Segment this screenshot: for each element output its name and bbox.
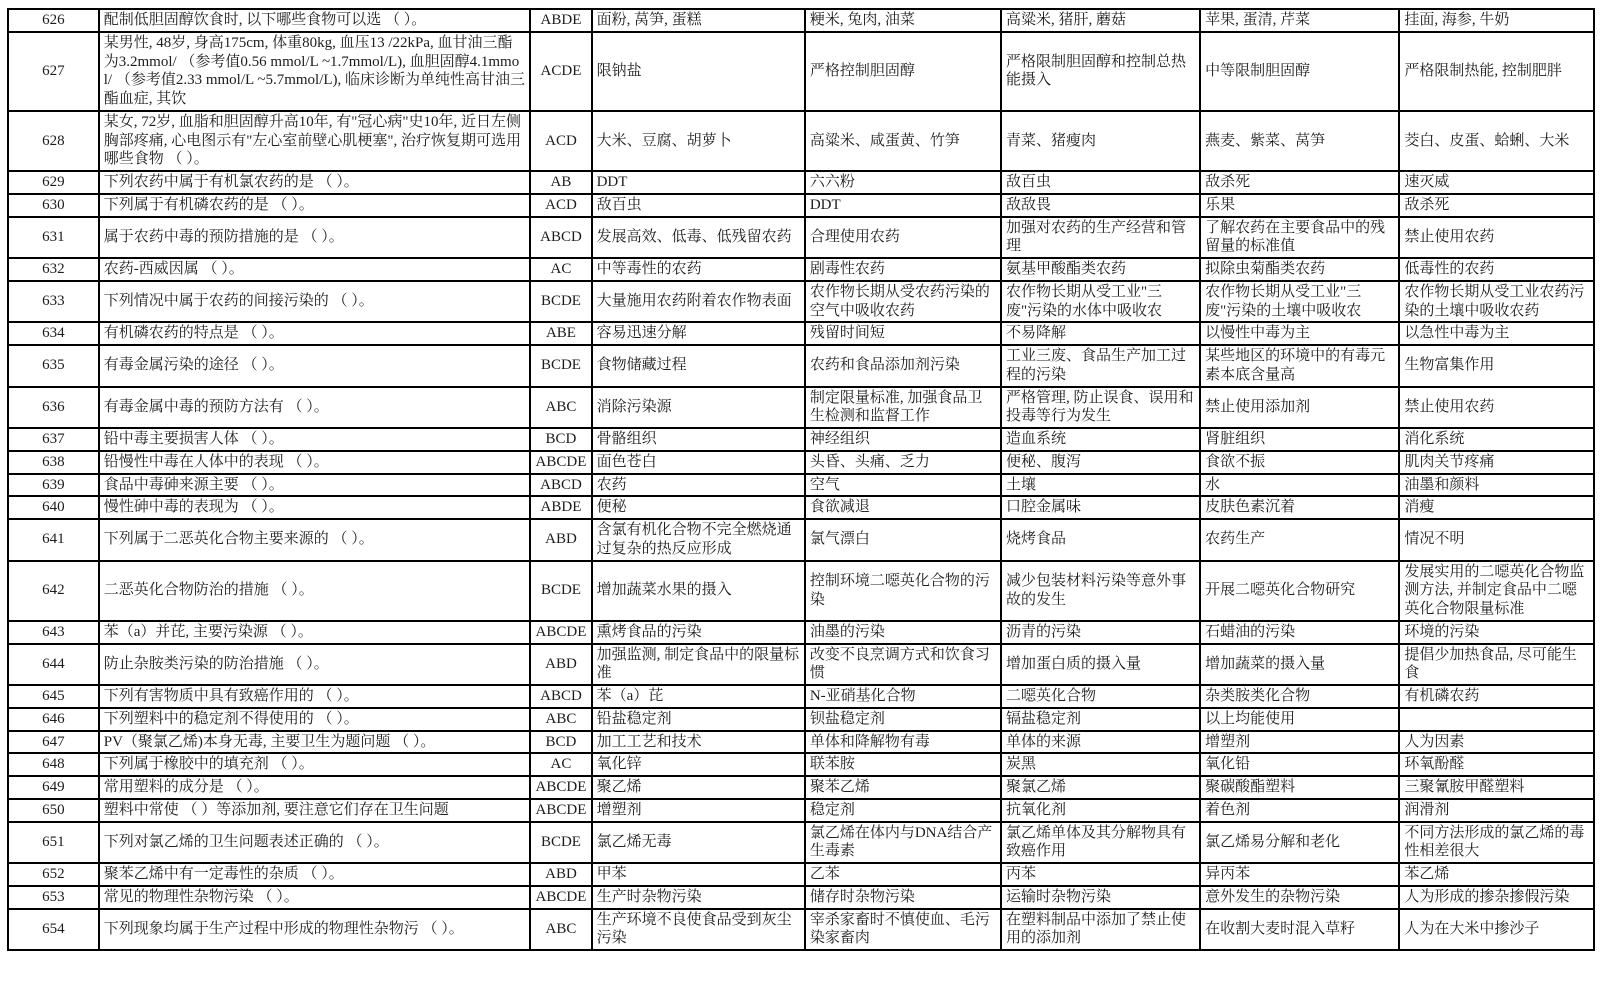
option-c: 便秘、腹泻 <box>1001 451 1200 474</box>
option-e: 人为形成的掺杂掺假污染 <box>1399 886 1594 909</box>
option-b: 粳米, 兔肉, 油菜 <box>805 9 1001 32</box>
question-text: 有毒金属中毒的预防方法有 （ ）。 <box>99 387 531 429</box>
answer-key: ABCDE <box>530 451 591 474</box>
option-a: 面粉, 莴笋, 蛋糕 <box>592 9 805 32</box>
option-a: 氧化锌 <box>592 753 805 776</box>
answer-key: ABCD <box>530 217 591 259</box>
option-c: 土壤 <box>1001 474 1200 497</box>
question-text: 食品中毒砷来源主要 （ ）。 <box>99 474 531 497</box>
question-number: 652 <box>8 863 99 886</box>
option-a: 生产时杂物污染 <box>592 886 805 909</box>
option-c: 聚氯乙烯 <box>1001 776 1200 799</box>
question-number: 648 <box>8 753 99 776</box>
option-b: 剧毒性农药 <box>805 258 1001 281</box>
option-e: 速灭威 <box>1399 171 1594 194</box>
answer-key: BCDE <box>530 281 591 323</box>
question-number: 650 <box>8 799 99 822</box>
question-text: 下列有害物质中具有致癌作用的 （ ）。 <box>99 685 531 708</box>
answer-key: ABCDE <box>530 621 591 644</box>
answer-key: BCD <box>530 428 591 451</box>
option-e: 环境的污染 <box>1399 621 1594 644</box>
option-d: 苹果, 蛋清, 芹菜 <box>1200 9 1399 32</box>
option-b: 单体和降解物有毒 <box>805 731 1001 754</box>
option-a: 聚乙烯 <box>592 776 805 799</box>
question-number: 629 <box>8 171 99 194</box>
answer-key: ABCDE <box>530 886 591 909</box>
option-a: 大米、豆腐、胡萝卜 <box>592 111 805 171</box>
option-e: 农作物长期从受工业农药污染的土壤中吸收农药 <box>1399 281 1594 323</box>
option-b: 储存时杂物污染 <box>805 886 1001 909</box>
question-number: 632 <box>8 258 99 281</box>
option-b: N-亚硝基化合物 <box>805 685 1001 708</box>
option-c: 工业三废、食品生产加工过程的污染 <box>1001 345 1200 387</box>
question-number: 643 <box>8 621 99 644</box>
option-e: 发展实用的二噁英化合物监测方法, 并制定食品中二噁英化合物限量标准 <box>1399 561 1594 621</box>
table-row <box>8 753 1594 776</box>
option-b: 钡盐稳定剂 <box>805 708 1001 731</box>
option-d: 农药生产 <box>1200 519 1399 561</box>
option-c: 不易降解 <box>1001 322 1200 345</box>
table-row <box>8 799 1594 822</box>
option-d: 燕麦、紫菜、莴笋 <box>1200 111 1399 171</box>
question-table-body <box>8 9 1594 950</box>
answer-key: ABC <box>530 387 591 429</box>
table-row <box>8 644 1594 686</box>
answer-key: ACDE <box>530 32 591 111</box>
option-c: 严格限制胆固醇和控制总热能摄入 <box>1001 32 1200 111</box>
question-text: 有毒金属污染的途径 （ ）。 <box>99 345 531 387</box>
option-c: 单体的来源 <box>1001 731 1200 754</box>
option-a: 敌百虫 <box>592 194 805 217</box>
option-a: 容易迅速分解 <box>592 322 805 345</box>
answer-key: ACD <box>530 194 591 217</box>
question-number: 651 <box>8 822 99 864</box>
table-row <box>8 886 1594 909</box>
option-a: DDT <box>592 171 805 194</box>
question-number: 634 <box>8 322 99 345</box>
option-c: 氨基甲酸酯类农药 <box>1001 258 1200 281</box>
option-d: 开展二噁英化合物研究 <box>1200 561 1399 621</box>
table-row <box>8 621 1594 644</box>
option-a: 增塑剂 <box>592 799 805 822</box>
option-d: 乐果 <box>1200 194 1399 217</box>
option-e: 人为因素 <box>1399 731 1594 754</box>
option-b: DDT <box>805 194 1001 217</box>
option-d: 意外发生的杂物污染 <box>1200 886 1399 909</box>
question-text: 下列塑料中的稳定剂不得使用的 （ ）。 <box>99 708 531 731</box>
option-d: 中等限制胆固醇 <box>1200 32 1399 111</box>
question-number: 640 <box>8 496 99 519</box>
question-number: 626 <box>8 9 99 32</box>
question-number: 627 <box>8 32 99 111</box>
option-b: 乙苯 <box>805 863 1001 886</box>
option-a: 氯乙烯无毒 <box>592 822 805 864</box>
question-number: 638 <box>8 451 99 474</box>
question-number: 654 <box>8 909 99 951</box>
table-row <box>8 171 1594 194</box>
option-c: 镉盐稳定剂 <box>1001 708 1200 731</box>
option-c: 高粱米, 猪肝, 蘑菇 <box>1001 9 1200 32</box>
option-e: 消瘦 <box>1399 496 1594 519</box>
table-row <box>8 451 1594 474</box>
option-d: 着色剂 <box>1200 799 1399 822</box>
table-row <box>8 111 1594 171</box>
answer-key: ACD <box>530 111 591 171</box>
option-a: 面色苍白 <box>592 451 805 474</box>
question-number: 630 <box>8 194 99 217</box>
table-row <box>8 428 1594 451</box>
answer-key: ABD <box>530 519 591 561</box>
option-a: 熏烤食品的污染 <box>592 621 805 644</box>
table-row <box>8 345 1594 387</box>
question-number: 646 <box>8 708 99 731</box>
question-text: 聚苯乙烯中有一定毒性的杂质 （ ）。 <box>99 863 531 886</box>
question-text: 农药-西威因属 （ ）。 <box>99 258 531 281</box>
option-c: 运输时杂物污染 <box>1001 886 1200 909</box>
table-row <box>8 194 1594 217</box>
option-b: 稳定剂 <box>805 799 1001 822</box>
option-a: 大量施用农药附着农作物表面 <box>592 281 805 323</box>
option-a: 发展高效、低毒、低残留农药 <box>592 217 805 259</box>
option-e: 禁止使用农药 <box>1399 387 1594 429</box>
question-text: 下列属于橡胶中的填充剂 （ ）。 <box>99 753 531 776</box>
option-c: 二噁英化合物 <box>1001 685 1200 708</box>
answer-key: ABCD <box>530 474 591 497</box>
option-c: 氯乙烯单体及其分解物具有致癌作用 <box>1001 822 1200 864</box>
option-b: 改变不良烹调方式和饮食习惯 <box>805 644 1001 686</box>
question-number: 644 <box>8 644 99 686</box>
question-number: 636 <box>8 387 99 429</box>
answer-key: AC <box>530 258 591 281</box>
question-number: 637 <box>8 428 99 451</box>
question-text: 下列属于有机磷农药的是 （ ）。 <box>99 194 531 217</box>
option-c: 在塑料制品中添加了禁止使用的添加剂 <box>1001 909 1200 951</box>
question-text: 塑料中常使 （ ）等添加剂, 要注意它们存在卫生问题 <box>99 799 531 822</box>
option-e <box>1399 708 1594 731</box>
answer-key: BCD <box>530 731 591 754</box>
question-text: 某女, 72岁, 血脂和胆固醇升高10年, 有"冠心病"史10年, 近日左侧胸部疼痛, 心电图示有"左心室前壁心肌梗塞", 治疗恢复期可选用哪些食物 （ ）。 <box>99 111 531 171</box>
question-text: 配制低胆固醇饮食时, 以下哪些食物可以选 （ ）。 <box>99 9 531 32</box>
option-e: 以急性中毒为主 <box>1399 322 1594 345</box>
answer-key: ABCDE <box>530 799 591 822</box>
option-b: 严格控制胆固醇 <box>805 32 1001 111</box>
answer-key: ABD <box>530 863 591 886</box>
option-c: 青菜、猪瘦肉 <box>1001 111 1200 171</box>
option-e: 挂面, 海参, 牛奶 <box>1399 9 1594 32</box>
question-number: 635 <box>8 345 99 387</box>
answer-key: ABCD <box>530 685 591 708</box>
option-c: 敌百虫 <box>1001 171 1200 194</box>
option-a: 加强监测, 制定食品中的限量标准 <box>592 644 805 686</box>
option-a: 便秘 <box>592 496 805 519</box>
option-a: 生产环境不良使食品受到灰尘污染 <box>592 909 805 951</box>
table-row <box>8 281 1594 323</box>
table-row <box>8 258 1594 281</box>
option-a: 农药 <box>592 474 805 497</box>
option-d: 肾脏组织 <box>1200 428 1399 451</box>
table-row <box>8 863 1594 886</box>
option-a: 甲苯 <box>592 863 805 886</box>
question-number: 633 <box>8 281 99 323</box>
question-text: 防止杂胺类污染的防治措施 （ ）。 <box>99 644 531 686</box>
option-a: 铅盐稳定剂 <box>592 708 805 731</box>
option-b: 聚苯乙烯 <box>805 776 1001 799</box>
option-a: 含氯有机化合物不完全燃烧通过复杂的热反应形成 <box>592 519 805 561</box>
question-number: 653 <box>8 886 99 909</box>
option-e: 敌杀死 <box>1399 194 1594 217</box>
option-d: 禁止使用添加剂 <box>1200 387 1399 429</box>
option-b: 油墨的污染 <box>805 621 1001 644</box>
option-a: 食物储藏过程 <box>592 345 805 387</box>
answer-key: ABD <box>530 644 591 686</box>
option-c: 农作物长期从受工业"三废"污染的水体中吸收农 <box>1001 281 1200 323</box>
option-d: 以慢性中毒为主 <box>1200 322 1399 345</box>
option-d: 氧化铅 <box>1200 753 1399 776</box>
question-number: 647 <box>8 731 99 754</box>
option-e: 油墨和颜料 <box>1399 474 1594 497</box>
answer-key: ABCDE <box>530 776 591 799</box>
option-e: 消化系统 <box>1399 428 1594 451</box>
option-e: 肌肉关节疼痛 <box>1399 451 1594 474</box>
option-d: 在收割大麦时混入草籽 <box>1200 909 1399 951</box>
option-d: 聚碳酸酯塑料 <box>1200 776 1399 799</box>
option-c: 严格管理, 防止误食、误用和投毒等行为发生 <box>1001 387 1200 429</box>
table-row <box>8 32 1594 111</box>
option-b: 头昏、头痛、乏力 <box>805 451 1001 474</box>
question-text: 属于农药中毒的预防措施的是 （ ）。 <box>99 217 531 259</box>
question-text: 有机磷农药的特点是 （ ）。 <box>99 322 531 345</box>
option-c: 烧烤食品 <box>1001 519 1200 561</box>
option-e: 有机磷农药 <box>1399 685 1594 708</box>
option-e: 三聚氰胺甲醛塑料 <box>1399 776 1594 799</box>
answer-key: ABC <box>530 708 591 731</box>
table-row <box>8 322 1594 345</box>
table-row <box>8 496 1594 519</box>
question-number: 631 <box>8 217 99 259</box>
answer-key: ABDE <box>530 9 591 32</box>
option-a: 增加蔬菜水果的摄入 <box>592 561 805 621</box>
option-b: 空气 <box>805 474 1001 497</box>
question-number: 649 <box>8 776 99 799</box>
option-b: 控制环境二噁英化合物的污染 <box>805 561 1001 621</box>
option-c: 丙苯 <box>1001 863 1200 886</box>
answer-key: BCDE <box>530 561 591 621</box>
question-number: 628 <box>8 111 99 171</box>
option-d: 了解农药在主要食品中的残留量的标准值 <box>1200 217 1399 259</box>
table-row <box>8 708 1594 731</box>
option-b: 六六粉 <box>805 171 1001 194</box>
option-d: 某些地区的环境中的有毒元素本底含量高 <box>1200 345 1399 387</box>
option-c: 敌敌畏 <box>1001 194 1200 217</box>
option-e: 情况不明 <box>1399 519 1594 561</box>
table-row <box>8 909 1594 951</box>
option-d: 异丙苯 <box>1200 863 1399 886</box>
question-text: 常用塑料的成分是 （ ）。 <box>99 776 531 799</box>
answer-key: ABC <box>530 909 591 951</box>
option-e: 提倡少加热食品, 尽可能生食 <box>1399 644 1594 686</box>
table-row <box>8 474 1594 497</box>
option-e: 生物富集作用 <box>1399 345 1594 387</box>
table-row <box>8 822 1594 864</box>
answer-key: ABDE <box>530 496 591 519</box>
table-row <box>8 9 1594 32</box>
table-row <box>8 561 1594 621</box>
question-text: 慢性砷中毒的表现为 （ ）。 <box>99 496 531 519</box>
option-c: 增加蛋白质的摄入量 <box>1001 644 1200 686</box>
answer-key: BCDE <box>530 822 591 864</box>
option-b: 农作物长期从受农药污染的空气中吸收农药 <box>805 281 1001 323</box>
option-b: 神经组织 <box>805 428 1001 451</box>
option-c: 口腔金属味 <box>1001 496 1200 519</box>
option-e: 苯乙烯 <box>1399 863 1594 886</box>
option-b: 合理使用农药 <box>805 217 1001 259</box>
answer-key: ABE <box>530 322 591 345</box>
question-text: 下列农药中属于有机氯农药的是 （ ）。 <box>99 171 531 194</box>
option-e: 禁止使用农药 <box>1399 217 1594 259</box>
option-d: 水 <box>1200 474 1399 497</box>
question-number: 641 <box>8 519 99 561</box>
question-text: 铅慢性中毒在人体中的表现 （ ）。 <box>99 451 531 474</box>
option-d: 以上均能使用 <box>1200 708 1399 731</box>
question-number: 642 <box>8 561 99 621</box>
question-text: 某男性, 48岁, 身高175cm, 体重80kg, 血压13 /22kPa, 血甘油三酯为3.2mmol/ （参考值0.56 mmol/L ~1.7mmol/L), 血胆固醇4.1mmol/ （参考值2.33 mmol/L ~5.7mmol/L), 临床诊断为单纯性高甘油三酯血症, 其饮 <box>99 32 531 111</box>
table-row <box>8 776 1594 799</box>
option-b: 制定限量标准, 加强食品卫生检测和监督工作 <box>805 387 1001 429</box>
table-row <box>8 217 1594 259</box>
option-c: 加强对农药的生产经营和管理 <box>1001 217 1200 259</box>
option-c: 造血系统 <box>1001 428 1200 451</box>
answer-key: AB <box>530 171 591 194</box>
option-e: 茭白、皮蛋、蛤蜊、大米 <box>1399 111 1594 171</box>
option-d: 食欲不振 <box>1200 451 1399 474</box>
answer-key: BCDE <box>530 345 591 387</box>
question-number: 645 <box>8 685 99 708</box>
question-text: 下列属于二恶英化合物主要来源的 （ ）。 <box>99 519 531 561</box>
option-a: 消除污染源 <box>592 387 805 429</box>
option-b: 农药和食品添加剂污染 <box>805 345 1001 387</box>
option-d: 皮肤色素沉着 <box>1200 496 1399 519</box>
option-e: 润滑剂 <box>1399 799 1594 822</box>
option-d: 增塑剂 <box>1200 731 1399 754</box>
question-table <box>7 8 1595 951</box>
table-row <box>8 731 1594 754</box>
table-row <box>8 387 1594 429</box>
option-d: 农作物长期从受工业"三废"污染的土壤中吸收农 <box>1200 281 1399 323</box>
option-d: 拟除虫菊酯类农药 <box>1200 258 1399 281</box>
table-row <box>8 685 1594 708</box>
option-d: 石蜡油的污染 <box>1200 621 1399 644</box>
option-d: 敌杀死 <box>1200 171 1399 194</box>
option-b: 氯气漂白 <box>805 519 1001 561</box>
question-text: 常见的物理性杂物污染 （ ）。 <box>99 886 531 909</box>
option-a: 加工工艺和技术 <box>592 731 805 754</box>
option-b: 高粱米、咸蛋黄、竹笋 <box>805 111 1001 171</box>
option-d: 增加蔬菜的摄入量 <box>1200 644 1399 686</box>
question-text: 二恶英化合物防治的措施 （ ）。 <box>99 561 531 621</box>
question-text: PV（聚氯乙烯)本身无毒, 主要卫生为题问题 （ ）。 <box>99 731 531 754</box>
question-text: 下列现象均属于生产过程中形成的物理性杂物污 （ ）。 <box>99 909 531 951</box>
option-e: 环氧酚醛 <box>1399 753 1594 776</box>
option-b: 宰杀家畜时不慎使血、毛污染家畜肉 <box>805 909 1001 951</box>
option-b: 联苯胺 <box>805 753 1001 776</box>
option-b: 食欲减退 <box>805 496 1001 519</box>
option-c: 减少包装材料污染等意外事故的发生 <box>1001 561 1200 621</box>
question-text: 下列对氯乙烯的卫生问题表述正确的 （ ）。 <box>99 822 531 864</box>
question-text: 苯（a）并芘, 主要污染源 （ ）。 <box>99 621 531 644</box>
option-b: 残留时间短 <box>805 322 1001 345</box>
option-e: 人为在大米中掺沙子 <box>1399 909 1594 951</box>
option-a: 限钠盐 <box>592 32 805 111</box>
option-c: 沥青的污染 <box>1001 621 1200 644</box>
question-number: 639 <box>8 474 99 497</box>
option-c: 炭黑 <box>1001 753 1200 776</box>
table-row <box>8 519 1594 561</box>
question-text: 下列情况中属于农药的间接污染的 （ ）。 <box>99 281 531 323</box>
option-b: 氯乙烯在体内与DNA结合产生毒素 <box>805 822 1001 864</box>
option-a: 骨骼组织 <box>592 428 805 451</box>
answer-key: AC <box>530 753 591 776</box>
option-c: 抗氧化剂 <box>1001 799 1200 822</box>
option-e: 不同方法形成的氯乙烯的毒性相差很大 <box>1399 822 1594 864</box>
option-e: 严格限制热能, 控制肥胖 <box>1399 32 1594 111</box>
option-a: 中等毒性的农药 <box>592 258 805 281</box>
option-d: 氯乙烯易分解和老化 <box>1200 822 1399 864</box>
option-e: 低毒性的农药 <box>1399 258 1594 281</box>
option-a: 苯（a）芘 <box>592 685 805 708</box>
option-d: 杂类胺类化合物 <box>1200 685 1399 708</box>
question-text: 铅中毒主要损害人体 （ ）。 <box>99 428 531 451</box>
